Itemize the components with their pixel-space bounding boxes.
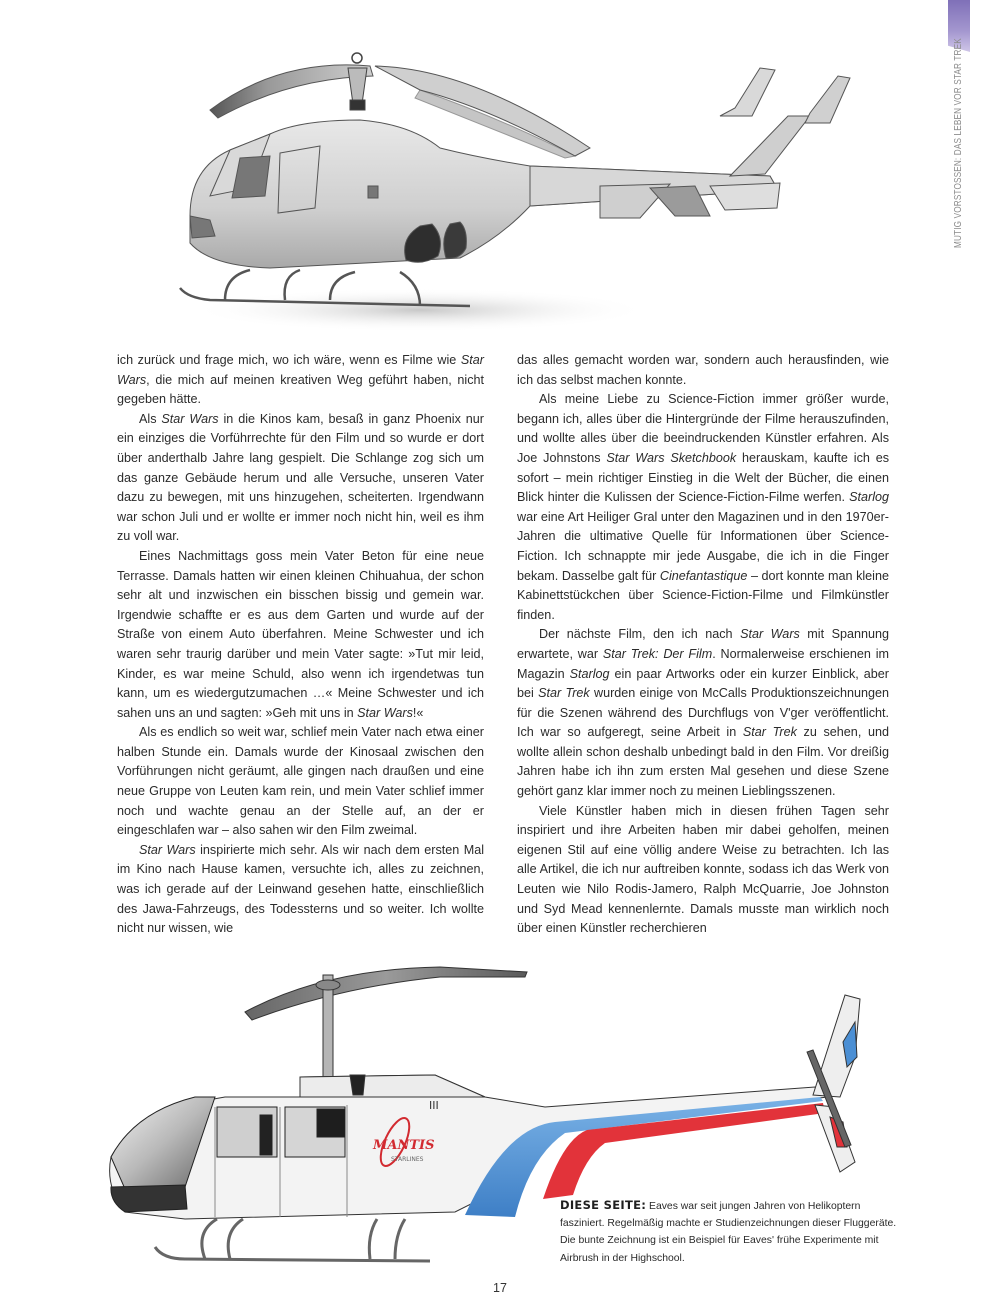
text-run: Viele Künstler haben mich in diesen frühen Tagen sehr inspiriert und ihre Arbeiten haben mir dabei geholfen, meinen eigenen Stil auf eine völlig andere Weise zu betrachten. Ich las alle Artikel, die ich nur auftreiben konnte, sodass ich das Werk von Leuten wie Nilo Rodis-Jamero, Ralph McQuarrie, Joe Johnston und Syd Mead kennenlernte. Damals musste man wirklich noch über einen Künstler recherchieren bbox=[517, 803, 889, 936]
logo-subtext: STARLINES bbox=[391, 1156, 424, 1163]
logo-text: MANTIS bbox=[373, 1138, 435, 1153]
text-run: ein paar Artworks oder ein kurzer Einblick, aber bei bbox=[517, 666, 890, 701]
italic-title: Star Trek bbox=[538, 686, 590, 701]
text-run: das alles gemacht worden war, sondern auch herausfinden, wie ich das selbst machen konnte. bbox=[517, 353, 889, 387]
paragraph bbox=[517, 351, 889, 390]
article-column-left bbox=[117, 351, 484, 939]
text-run: ich zurück und frage mich, wo ich wäre, wenn es Filme wie bbox=[117, 353, 461, 367]
ground-shadow bbox=[190, 288, 650, 332]
page-number: 17 bbox=[493, 1281, 507, 1295]
paragraph bbox=[117, 723, 484, 841]
paragraph bbox=[517, 802, 889, 939]
text-run: mit Spannung erwartete, war bbox=[517, 627, 890, 661]
text-run: Der nächste Film, den ich nach bbox=[539, 627, 741, 642]
italic-title: Star Wars bbox=[139, 842, 196, 857]
text-run: Als meine Liebe zu Science-Fiction immer größer wurde, begann ich, alles über die Hintergründe der Filme herauszufinden, und wollte alles über die beeindruckenden Künstler erfahren. Als Joe Johnstons bbox=[517, 392, 889, 465]
pencil-helicopter-illustration bbox=[170, 38, 890, 343]
paragraph bbox=[117, 351, 484, 410]
italic-title: Star Wars bbox=[161, 411, 219, 426]
italic-title: Star Wars bbox=[740, 627, 800, 642]
tail-fin bbox=[807, 995, 860, 1172]
rotor-mast bbox=[348, 53, 367, 110]
caption-label: DIESE SEITE: bbox=[560, 1198, 647, 1212]
paragraph bbox=[117, 410, 484, 547]
paragraph bbox=[517, 390, 889, 625]
text-run: war eine Art Heiliger Gral unter den Magazinen und in den 1970er-Jahren die ultimative Quelle für Informationen über Science-Fiction. Ich schnappte mir jede Ausgabe, die ich in die Finger bekam. Dasselbe galt für bbox=[517, 509, 889, 583]
italic-title: Cinefantastique bbox=[659, 568, 748, 583]
fuselage-mark: III bbox=[429, 1099, 439, 1112]
text-run: Als bbox=[139, 411, 162, 426]
italic-title: Star Wars Sketchbook bbox=[606, 450, 737, 465]
paragraph bbox=[517, 625, 889, 801]
text-run: , die mich auf meinen kreativen Weg geführt haben, nicht gegeben hätte. bbox=[117, 372, 484, 407]
caption-text: Eaves war seit jungen Jahren von Helikoptern fasziniert. Regelmäßig machte er Studienzeichnungen dieser Fluggeräte. Die bunte Zeichnung ist ein Beispiel für Eaves' frühe Experimente mit Airbrush in der Highschool. bbox=[560, 1201, 897, 1264]
main-rotor bbox=[245, 967, 527, 1077]
italic-title: Starlog bbox=[569, 666, 610, 681]
running-head: MUTIG VORSTOSSEN: DAS LEBEN VOR STAR TREK bbox=[952, 38, 964, 249]
text-run: Eines Nachmittags goss mein Vater Beton für eine neue Terrasse. Damals hatten wir einen kleinen Chihuahua, der schon sehr alt und inzwischen ein bisschen bissig und gemein war. Irgendwie schaffte er es aus dem Garten und wurde auf der Straße von einem Auto überfahren. Meine Schwester und ich waren sehr traurig darüber und mein Vater sagte: »Tut mir leid, Kinder, es war meine Schuld, also wenn ich irgendetwas tun kann, um es wiedergutzumachen …« Meine Schwester und ich sahen uns an und sagten: »Geh mit uns in bbox=[117, 548, 484, 720]
text-run: Als es endlich so weit war, schlief mein Vater nach etwa einer halben Stunde ein. Damals wurde der Kinosaal zwischen den Vorführungen nicht geräumt, alle gingen nach draußen und eine neue Gruppe von Leuten kam rein, und mein Vater schlief immer noch und wachte genau an der Stelle auf, an der er eingeschlafen war – also sahen wir den Film zweimal. bbox=[117, 725, 484, 838]
text-run: herauskam, kaufte ich es sofort – mein richtiger Einstieg in die Welt der Bücher, die einen Blick hinter die Kulissen der Science-Fiction-Filme werfen. bbox=[517, 450, 890, 505]
italic-title: Star Trek bbox=[742, 725, 797, 740]
figure-caption bbox=[560, 1197, 905, 1267]
italic-title: Star Trek: Der Film bbox=[602, 646, 713, 661]
article-column-right bbox=[517, 351, 889, 939]
italic-title: Starlog bbox=[849, 490, 889, 505]
text-run: in die Kinos kam, besaß in ganz Phoenix nur ein einziges die Vorführrechte für den Film und so wurde er dort über anderthalb Jahre lang gespielt. Die Schlange zog sich um das ganze Gebäude herum und alle Versuche, unseren Vater dazu zu bewegen, mit uns hinzugehen, scheiterten. Irgendwann war schon Juli und er wollte er immer noch nicht hin, weil es ihm zu voll war. bbox=[117, 411, 485, 544]
text-run: !« bbox=[412, 705, 424, 720]
italic-title: Star Wars bbox=[117, 353, 484, 387]
italic-title: Star Wars bbox=[357, 705, 413, 720]
text-run: wurden einige von McCalls Produktionszeichnungen für die Szenen während des Durchflugs von V'ger veröffentlicht. Ich war so aufgeregt, seine Arbeit in bbox=[517, 686, 889, 740]
paragraph bbox=[117, 841, 484, 939]
paragraph bbox=[117, 547, 484, 723]
text-run: . Normalerweise erschienen im Magazin bbox=[517, 646, 889, 681]
text-run: zu sehen, und wollte allein schon deshalb unbedingt bald in den Film. Vor dreißig Jahren habe ich ihn zum ersten Mal gesehen und diese Szene gehört ganz klar immer noch zu meinen Lieblingsszenen. bbox=[517, 725, 889, 799]
landing-skids bbox=[155, 1219, 430, 1261]
text-run: inspirierte mich sehr. Als wir nach dem ersten Mal im Kino nach Hause kamen, versuchte ich, alles zu zeichnen, was ich gerade auf der Leinwand gesehen hatte, einschließlich des Jawa-Fahrzeugs, des Todessterns und so weiter. Ich wollte nicht nur wissen, wie bbox=[117, 842, 485, 936]
text-run: – dort konnte man kleine Kabinettstückchen über Science-Fiction-Filme und Filmkünstler finden. bbox=[517, 568, 889, 622]
